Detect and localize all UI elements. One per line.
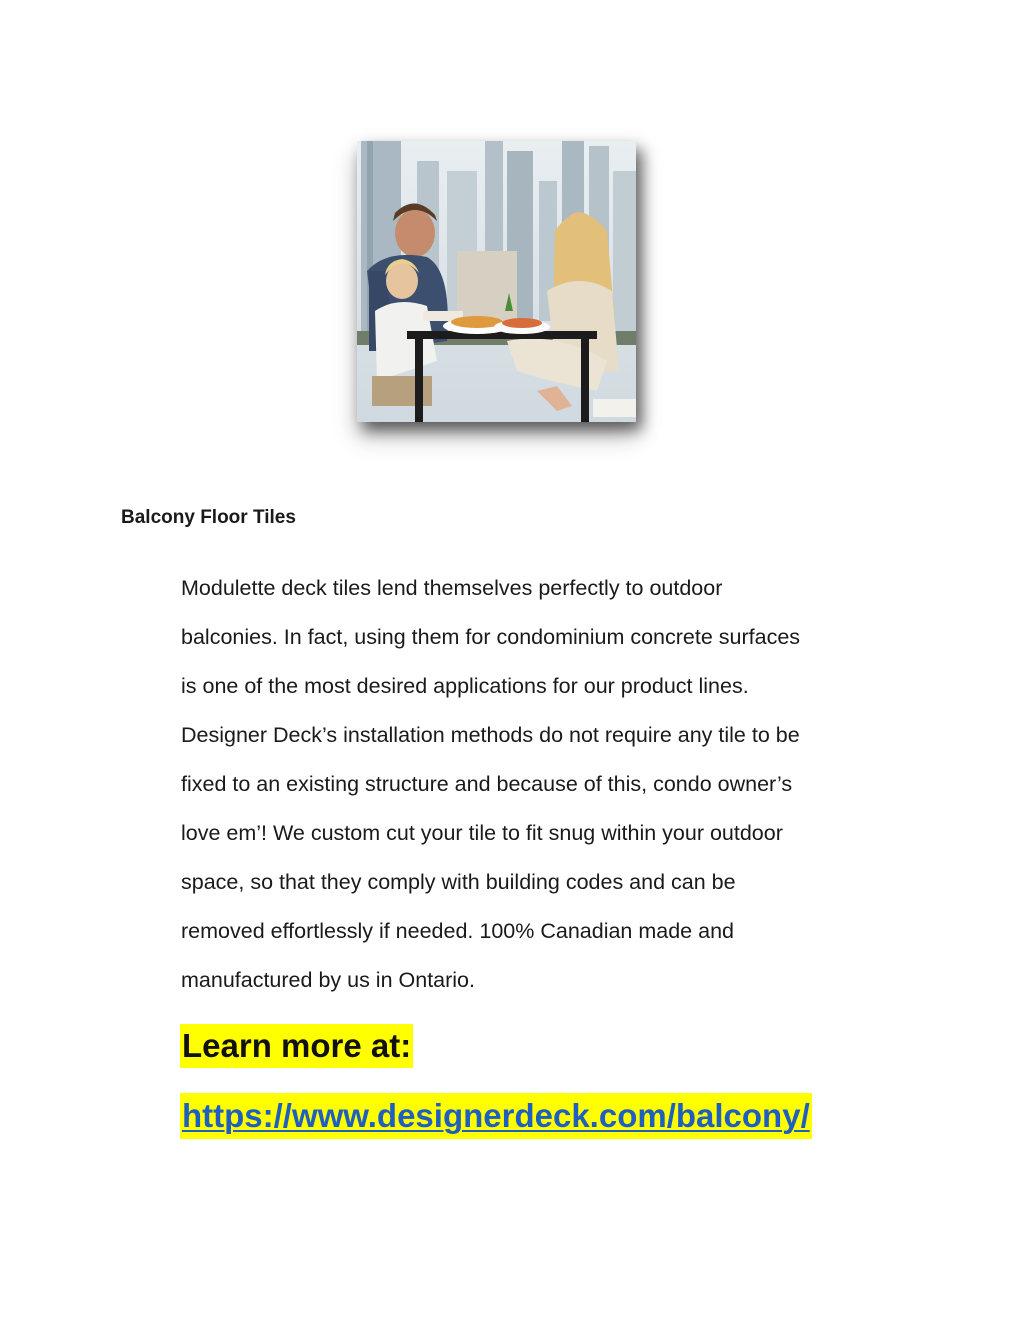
paragraph-line: balconies. In fact, using them for condominium concrete surfaces	[181, 625, 801, 649]
page-heading: Balcony Floor Tiles	[121, 507, 296, 528]
balcony-family-photo	[357, 141, 636, 422]
paragraph-line: is one of the most desired applications for our product lines.	[181, 674, 749, 698]
paragraph-line: love em’! We custom cut your tile to fit snug within your outdoor	[181, 821, 783, 845]
learn-more-label: Learn more at:	[180, 1024, 413, 1068]
paragraph-line: manufactured by us in Ontario.	[181, 968, 475, 992]
balcony-page-link[interactable]: https://www.designerdeck.com/balcony/	[180, 1093, 812, 1139]
paragraph-line: removed effortlessly if needed. 100% Canadian made and	[181, 919, 734, 943]
paragraph-line: Designer Deck’s installation methods do not require any tile to be	[181, 723, 800, 747]
paragraph-line: Modulette deck tiles lend themselves perfectly to outdoor	[181, 576, 723, 600]
paragraph-line: space, so that they comply with building codes and can be	[181, 870, 736, 894]
description-paragraph	[181, 564, 901, 1005]
paragraph-line: fixed to an existing structure and because of this, condo owner’s	[181, 772, 793, 796]
